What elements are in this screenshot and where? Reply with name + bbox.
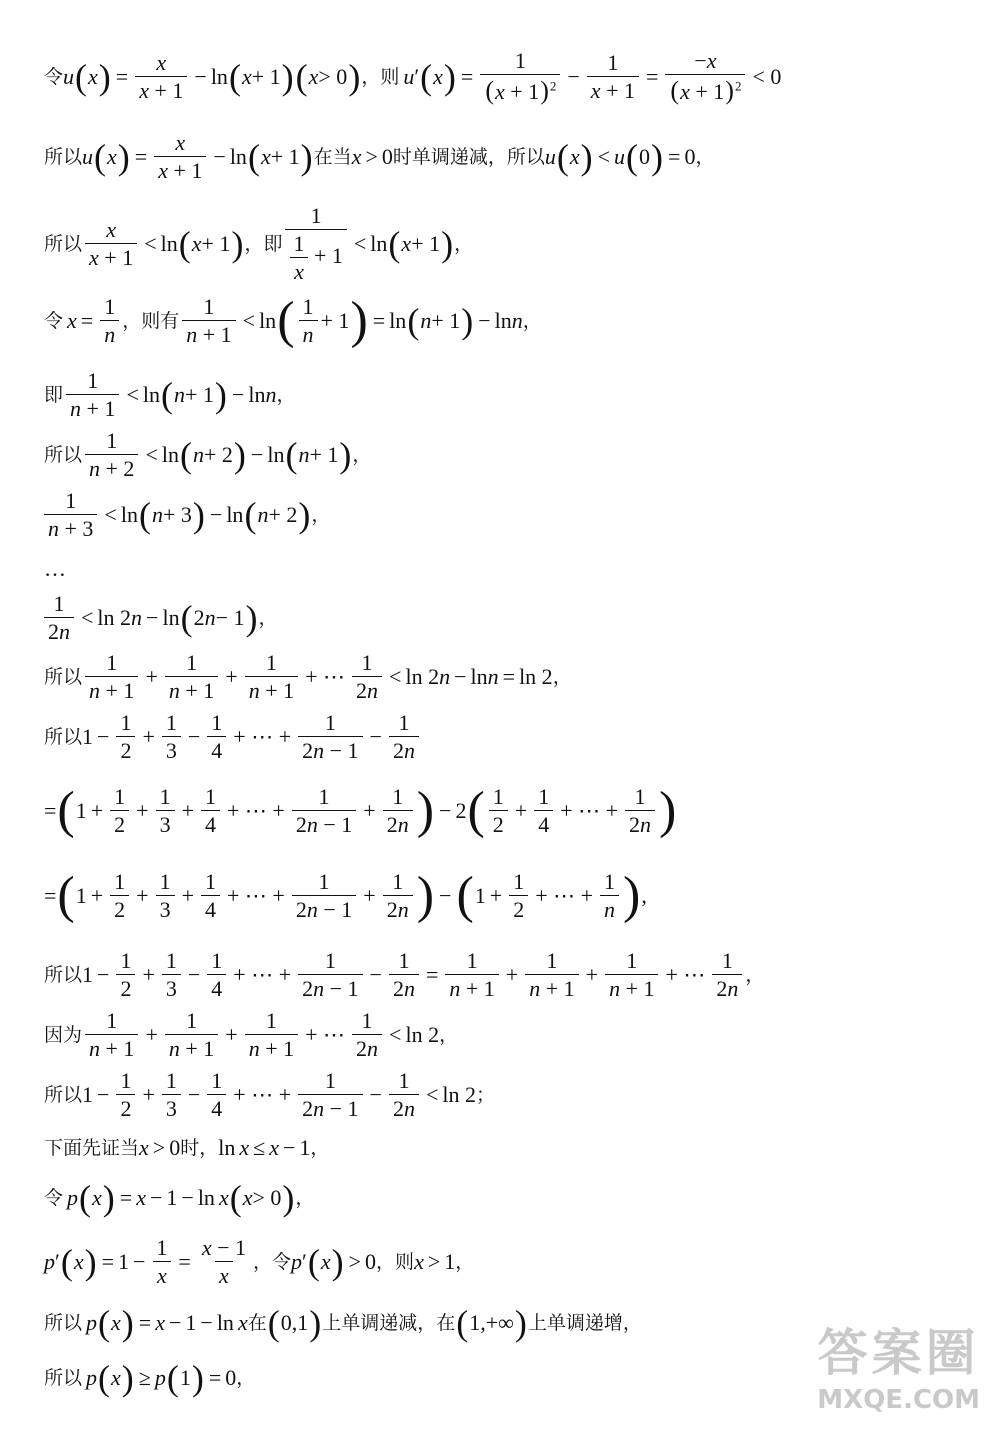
line-9: $\frac{1}{2n}$ < ln 2 n − ln ( 2 n − 1 ) ，	[44, 593, 278, 643]
line-19: p ′ ( x ) = 1 − $\frac{1}{x}$ = $\frac{x - 1}{x}$ ，令 p ′ ( x ) > 0 ，则 x > 1 ，	[44, 1235, 475, 1288]
text: 在	[247, 1311, 267, 1334]
line-7: $\frac{1}{n + 3}$ < ln ( n + 3 ) − ln ( n + 2 ) ，	[44, 490, 330, 540]
text: ，则	[376, 1250, 415, 1273]
text: 在当	[313, 145, 352, 168]
line-4: 令 x = $\frac{1}{n}$ ，则有 $\frac{1}{n + 1}$ < ln ( $\frac{1}{n}$ + 1 ) = ln ( n + 1 ) − ln n ，	[44, 292, 542, 349]
ellipsis: …	[44, 556, 66, 581]
line-6: 所以 $\frac{1}{n + 2}$ < ln ( n + 2 ) − ln ( n + 1 ) ，	[44, 428, 372, 481]
line-13: = ( 1 + $\frac{1}{2}$ + $\frac{1}{3}$ + $\frac{1}{4}$ + ⋯ + $\frac{1}{2n - 1}$ + $\frac{1}{2n}$ ) − ( 1 + $\frac{1}{2}$ + ⋯ + $\frac{1}{n}$ ) ,	[44, 867, 647, 924]
watermark	[817, 1313, 980, 1415]
line-5: 即 $\frac{1}{n + 1}$ < ln ( n + 1 ) − ln n ，	[44, 368, 296, 421]
text: 令	[44, 309, 64, 332]
line-15: 因为 $\frac{1}{n + 1}$ + $\frac{1}{n + 1}$ + $\frac{1}{n + 1}$ + ⋯ $\frac{1}{2n}$ < ln 2 ，	[44, 1008, 459, 1061]
line-3: 所以 $\frac{x}{x + 1}$ < ln ( x + 1 ) ，即 1 $\frac{1}{x}$ + 1 < ln ( x + 1 ) ，	[44, 203, 474, 284]
text: 所以	[44, 145, 83, 168]
text: 令	[44, 1186, 64, 1209]
text: 所以	[44, 665, 83, 688]
text: ，	[352, 443, 372, 466]
text: ，	[236, 1366, 256, 1389]
text: 则	[380, 65, 400, 88]
watermark-logo: 答案圈	[817, 1324, 980, 1382]
text: ，	[522, 309, 542, 332]
text: ，	[454, 232, 474, 255]
text: ，则有	[122, 309, 180, 332]
text: 所以	[44, 1083, 83, 1106]
text: 因为	[44, 1023, 83, 1046]
text: ，	[552, 665, 572, 688]
text: 下面先证当	[44, 1136, 140, 1159]
text: 上单调递减，在	[322, 1311, 456, 1334]
text: ，	[695, 145, 715, 168]
watermark-site: MXQE.COM	[817, 1385, 980, 1415]
line-21: 所以 p ( x ) ≥ p ( 1 ) = 0 ，	[44, 1358, 256, 1398]
line-2: 所以 u ( x ) = $\frac{x}{x + 1}$ − ln ( x + 1 ) 在当 x > 0 时单调递减，所以 u ( x ) < u ( 0 ) = 0 ，	[44, 130, 715, 183]
text: ，	[258, 606, 278, 629]
line-18: 令 p ( x ) = x − 1 − ln x ( x > 0 ) ，	[44, 1178, 315, 1218]
text: ，即	[244, 232, 283, 255]
text: 时，	[180, 1136, 219, 1159]
text: ，	[439, 1023, 459, 1046]
text: ；	[476, 1083, 496, 1106]
line-8	[44, 558, 66, 580]
text: 即	[44, 383, 64, 406]
text: 所以	[44, 1366, 83, 1389]
text: 时单调递减，所以	[392, 145, 545, 168]
text: ，	[745, 963, 765, 986]
text: 所以	[44, 963, 83, 986]
line-14: 所以 1 − $\frac{1}{2}$ + $\frac{1}{3}$ − $\frac{1}{4}$ + ⋯ + $\frac{1}{2n - 1}$ − $\frac{1}{2n}$ = $\frac{1}{n + 1}$ + $\frac{1}{n + 1}$ + $\frac{1}{n + 1}$ + ⋯ $\frac{1}{2n}$ ，	[44, 948, 765, 1001]
text: 所以	[44, 443, 83, 466]
text: ，	[311, 503, 331, 526]
text: 令	[44, 65, 64, 88]
line-10: 所以 $\frac{1}{n + 1}$ + $\frac{1}{n + 1}$ + $\frac{1}{n + 1}$ + ⋯ $\frac{1}{2n}$ < ln 2 n − ln n = ln 2 ，	[44, 650, 572, 703]
text: ，	[295, 1186, 315, 1209]
text: ，	[310, 1136, 330, 1159]
line-12: = ( 1 + $\frac{1}{2}$ + $\frac{1}{3}$ + $\frac{1}{4}$ + ⋯ + $\frac{1}{2n - 1}$ + $\frac{1}{2n}$ ) − 2 ( $\frac{1}{2}$ + $\frac{1}{4}$ + ⋯ + $\frac{1}{2n}$ )	[44, 782, 677, 839]
text: ，	[361, 65, 381, 88]
line-1: 令 u ( x ) = $\frac{x}{x + 1}$ − ln ( x + 1 ) ( x > 0 ) ， 则 u ′ ( x ) = $\frac{1}{(x + 1)^2}$ − $\frac{1}{x + 1}$ = $\frac{-x}{(x + 1)^2}$ < 0	[44, 48, 782, 105]
text: ，	[276, 383, 296, 406]
text: 所以	[44, 1311, 83, 1334]
text: 所以	[44, 232, 83, 255]
text: ，	[455, 1250, 475, 1273]
text: ，令	[253, 1250, 292, 1273]
text: 上单调递增，	[527, 1311, 642, 1334]
line-17: 下面先证当 x > 0 时， ln x ≤ x − 1 ，	[44, 1135, 330, 1160]
line-20: 所以 p ( x ) = x − 1 − ln x 在 ( 0,1 ) 上单调递减，在 ( 1,+∞ ) 上单调递增，	[44, 1303, 642, 1343]
line-16: 所以 1 − $\frac{1}{2}$ + $\frac{1}{3}$ − $\frac{1}{4}$ + ⋯ + $\frac{1}{2n - 1}$ − $\frac{1}{2n}$ < ln 2 ；	[44, 1068, 496, 1121]
text: 所以	[44, 725, 83, 748]
line-11: 所以 1 − $\frac{1}{2}$ + $\frac{1}{3}$ − $\frac{1}{4}$ + ⋯ + $\frac{1}{2n - 1}$ − $\frac{1}{2n}$	[44, 712, 422, 762]
